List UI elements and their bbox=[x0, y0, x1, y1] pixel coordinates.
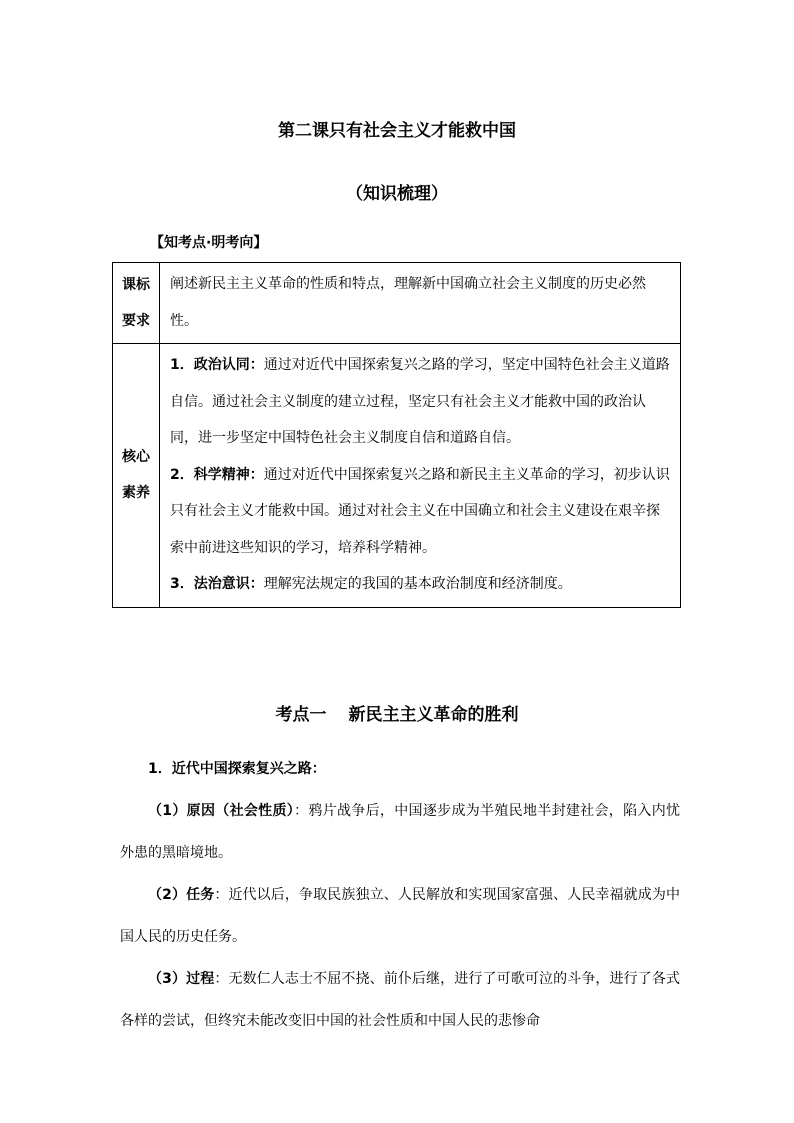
section-label: 【知考点·明考向】 bbox=[150, 235, 268, 251]
table-row-curriculum bbox=[113, 263, 681, 344]
body-paragraph bbox=[120, 958, 680, 1042]
literacy-item-prefix: 1．政治认同： bbox=[170, 357, 264, 373]
paragraph-prefix: （2）任务 bbox=[148, 887, 215, 903]
literacy-item-prefix: 3．法治意识： bbox=[170, 576, 264, 592]
section-heading-number: 考点一 bbox=[275, 705, 327, 725]
literacy-item bbox=[170, 457, 672, 567]
row-label-core-literacy bbox=[113, 344, 160, 608]
section-heading-title: 新民主主义革命的胜利 bbox=[348, 705, 519, 725]
literacy-item-text: 理解宪法规定的我国的基本政治制度和经济制度。 bbox=[263, 576, 572, 592]
row-content-core-literacy bbox=[160, 344, 681, 608]
literacy-item-text: 通过对近代中国探索复兴之路和新民主主义革命的学习，初步认识只有社会主义才能救中国。通过对社会主义在中国确立和社会主义建设在艰辛探索中前进这些知识的学习，培养科学精神。 bbox=[170, 466, 670, 556]
literacy-item bbox=[170, 347, 672, 457]
row-content-curriculum: 阐述新民主主义革命的性质和特点，理解新中国确立社会主义制度的历史必然性。 bbox=[160, 263, 681, 344]
paragraph-prefix: （1）原因（社会性质） bbox=[148, 803, 295, 819]
requirements-table bbox=[112, 262, 681, 608]
literacy-item-text: 通过对近代中国探索复兴之路的学习，坚定中国特色社会主义道路自信。通过社会主义制度的建立过程，坚定只有社会主义才能救中国的政治认同，进一步坚定中国特色社会主义制度自信和道路自信。 bbox=[170, 357, 670, 446]
table-row-core-literacy bbox=[113, 344, 681, 608]
section-body bbox=[120, 748, 680, 1042]
literacy-item bbox=[170, 566, 672, 603]
paragraph-prefix: （3）过程 bbox=[148, 971, 215, 987]
section-heading bbox=[0, 700, 794, 725]
body-paragraph bbox=[120, 790, 680, 874]
literacy-item-prefix: 2．科学精神： bbox=[170, 466, 264, 483]
paragraph-text: ：鸦片战争后，中国逐步成为半殖民地半封建社会，陷入内忧外患的黑暗境地。 bbox=[120, 803, 680, 861]
page-title: 第二课只有社会主义才能救中国 bbox=[278, 121, 516, 141]
point-title-text: 1．近代中国探索复兴之路： bbox=[148, 761, 326, 777]
row-label-line: 素养 bbox=[122, 485, 150, 502]
point-title bbox=[120, 748, 680, 790]
paragraph-text: ：近代以后，争取民族独立、人民解放和实现国家富强、人民幸福就成为中国人民的历史任务。 bbox=[120, 887, 681, 945]
body-paragraph bbox=[120, 874, 680, 958]
row-label-line: 核心 bbox=[122, 449, 150, 466]
row-label-line: 课标 bbox=[122, 277, 150, 293]
page-subtitle: （知识梳理） bbox=[346, 184, 448, 204]
paragraph-text: ：无数仁人志士不屈不挠、前仆后继，进行了可歌可泣的斗争，进行了各式各样的尝试，但终究未能改变旧中国的社会性质和中国人民的悲惨命 bbox=[120, 971, 681, 1029]
row-label-line: 要求 bbox=[122, 313, 150, 329]
row-label-curriculum bbox=[113, 263, 160, 344]
